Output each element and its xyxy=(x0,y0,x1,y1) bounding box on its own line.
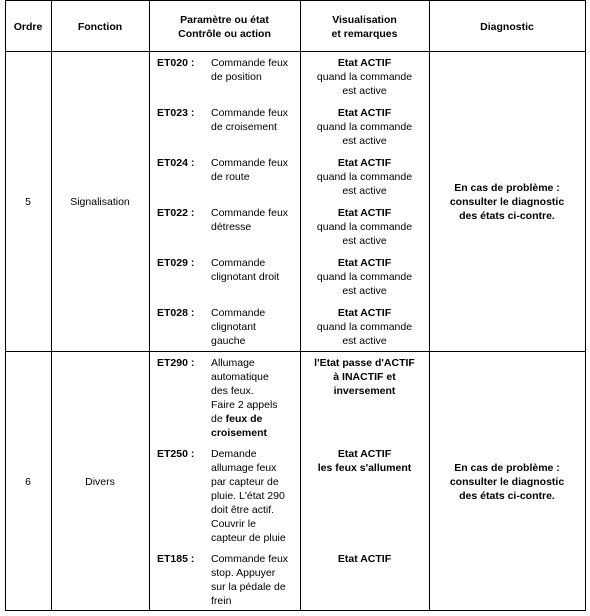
vis-et250-1: Etat ACTIF xyxy=(337,448,392,460)
vis-et290-1: l'Etat passe d'ACTIF xyxy=(314,357,415,369)
desc-et250-4: pluie. L'état 290 xyxy=(211,490,285,502)
row-6-fonction: Divers xyxy=(85,476,115,488)
code-et020: ET020 : xyxy=(157,57,195,69)
code-et023: ET023 : xyxy=(157,107,195,119)
desc-et024-2: de route xyxy=(211,171,250,183)
header-diagnostic: Diagnostic xyxy=(480,21,534,33)
vis-et020-3: est active xyxy=(342,85,387,97)
desc-et185-1: Commande feux xyxy=(211,553,289,565)
desc-et020-2: de position xyxy=(211,71,262,83)
row-divider xyxy=(5,351,586,352)
desc-et250-7: capteur de pluie xyxy=(211,532,286,544)
row-6-diagnostic-2: consulter le diagnostic xyxy=(449,476,565,488)
vis-et290-2: à INACTIF et xyxy=(333,371,396,383)
vis-et029-2: quand la commande xyxy=(316,271,413,283)
desc-et290-5-bold: feux de xyxy=(225,413,263,425)
desc-et250-5: doit être actif. xyxy=(211,504,275,516)
vis-et023-1: Etat ACTIF xyxy=(337,107,392,119)
header-visualisation: Visualisation xyxy=(332,14,397,26)
vis-et250-2: les feux s'allument xyxy=(317,462,412,474)
row-5-diagnostic-2: consulter le diagnostic xyxy=(449,196,565,208)
border-right xyxy=(585,0,586,611)
code-et028: ET028 : xyxy=(157,307,195,319)
vis-et022-3: est active xyxy=(342,235,387,247)
vis-et023-2: quand la commande xyxy=(316,121,413,133)
vis-et028-3: est active xyxy=(342,335,387,347)
code-et029: ET029 : xyxy=(157,257,195,269)
desc-et290-5-prefix: de xyxy=(211,413,226,425)
header-divider xyxy=(5,51,586,52)
desc-et290-3: des feux. xyxy=(211,385,254,397)
header-parametre: Paramètre ou état xyxy=(180,14,269,26)
desc-et250-6: Couvrir le xyxy=(211,518,256,530)
code-et185: ET185 : xyxy=(157,553,195,565)
desc-et290-4: Faire 2 appels xyxy=(211,399,278,411)
desc-et023-2: de croisement xyxy=(211,121,277,133)
vis-et029-1: Etat ACTIF xyxy=(337,257,392,269)
desc-et250-2: allumage feux xyxy=(211,462,277,474)
row-6-diagnostic-3: des états ci-contre. xyxy=(459,490,555,502)
header-fonction: Fonction xyxy=(77,21,123,33)
vis-et020-1: Etat ACTIF xyxy=(337,57,392,69)
desc-et185-3: sur la pédale de xyxy=(211,581,286,593)
desc-et023-1: Commande feux xyxy=(211,107,289,119)
desc-et020-1: Commande feux xyxy=(211,57,289,69)
vis-et022-1: Etat ACTIF xyxy=(337,207,392,219)
desc-et022-2: détresse xyxy=(211,221,252,233)
row-5-diagnostic-1: En cas de problème : xyxy=(454,182,560,194)
vis-et023-3: est active xyxy=(342,135,387,147)
desc-et029-2: clignotant droit xyxy=(211,271,280,283)
code-et250: ET250 : xyxy=(157,448,195,460)
header-ordre: Ordre xyxy=(13,21,43,33)
row-5-fonction: Signalisation xyxy=(70,196,130,208)
border-top xyxy=(5,0,586,1)
header-controle: Contrôle ou action xyxy=(178,28,271,40)
desc-et290-2: automatique xyxy=(211,371,269,383)
header-remarques: et remarques xyxy=(331,28,398,40)
row-6-diagnostic-1: En cas de problème : xyxy=(454,462,560,474)
col-divider-1 xyxy=(51,0,52,611)
vis-et028-2: quand la commande xyxy=(316,321,413,333)
border-left xyxy=(5,0,6,611)
desc-et290-6: croisement xyxy=(211,427,268,439)
desc-et250-1: Demande xyxy=(211,448,257,460)
vis-et024-1: Etat ACTIF xyxy=(337,157,392,169)
row-5-diagnostic-3: des états ci-contre. xyxy=(459,210,555,222)
desc-et024-1: Commande feux xyxy=(211,157,289,169)
row-5-ordre: 5 xyxy=(25,196,31,208)
col-divider-2 xyxy=(149,0,150,611)
vis-et024-2: quand la commande xyxy=(316,171,413,183)
desc-et028-2: clignotant xyxy=(211,321,256,333)
vis-et290-3: inversement xyxy=(333,385,396,397)
row-6-ordre: 6 xyxy=(25,476,31,488)
vis-et022-2: quand la commande xyxy=(316,221,413,233)
vis-et185-1: Etat ACTIF xyxy=(337,553,392,565)
desc-et022-1: Commande feux xyxy=(211,207,289,219)
desc-et028-3: gauche xyxy=(211,335,246,347)
code-et024: ET024 : xyxy=(157,157,195,169)
vis-et024-3: est active xyxy=(342,185,387,197)
desc-et028-1: Commande xyxy=(211,307,266,319)
desc-et250-3: par capteur de xyxy=(211,476,279,488)
desc-et290-1: Allumage xyxy=(211,357,255,369)
code-et022: ET022 : xyxy=(157,207,195,219)
col-divider-4 xyxy=(429,0,430,611)
desc-et185-2: stop. Appuyer xyxy=(211,567,276,579)
desc-et290-5 xyxy=(211,412,262,426)
vis-et020-2: quand la commande xyxy=(316,71,413,83)
vis-et028-1: Etat ACTIF xyxy=(337,307,392,319)
desc-et185-4: frein xyxy=(211,595,232,607)
code-et290: ET290 : xyxy=(157,357,195,369)
vis-et029-3: est active xyxy=(342,285,387,297)
desc-et029-1: Commande xyxy=(211,257,266,269)
border-bottom xyxy=(5,610,586,611)
